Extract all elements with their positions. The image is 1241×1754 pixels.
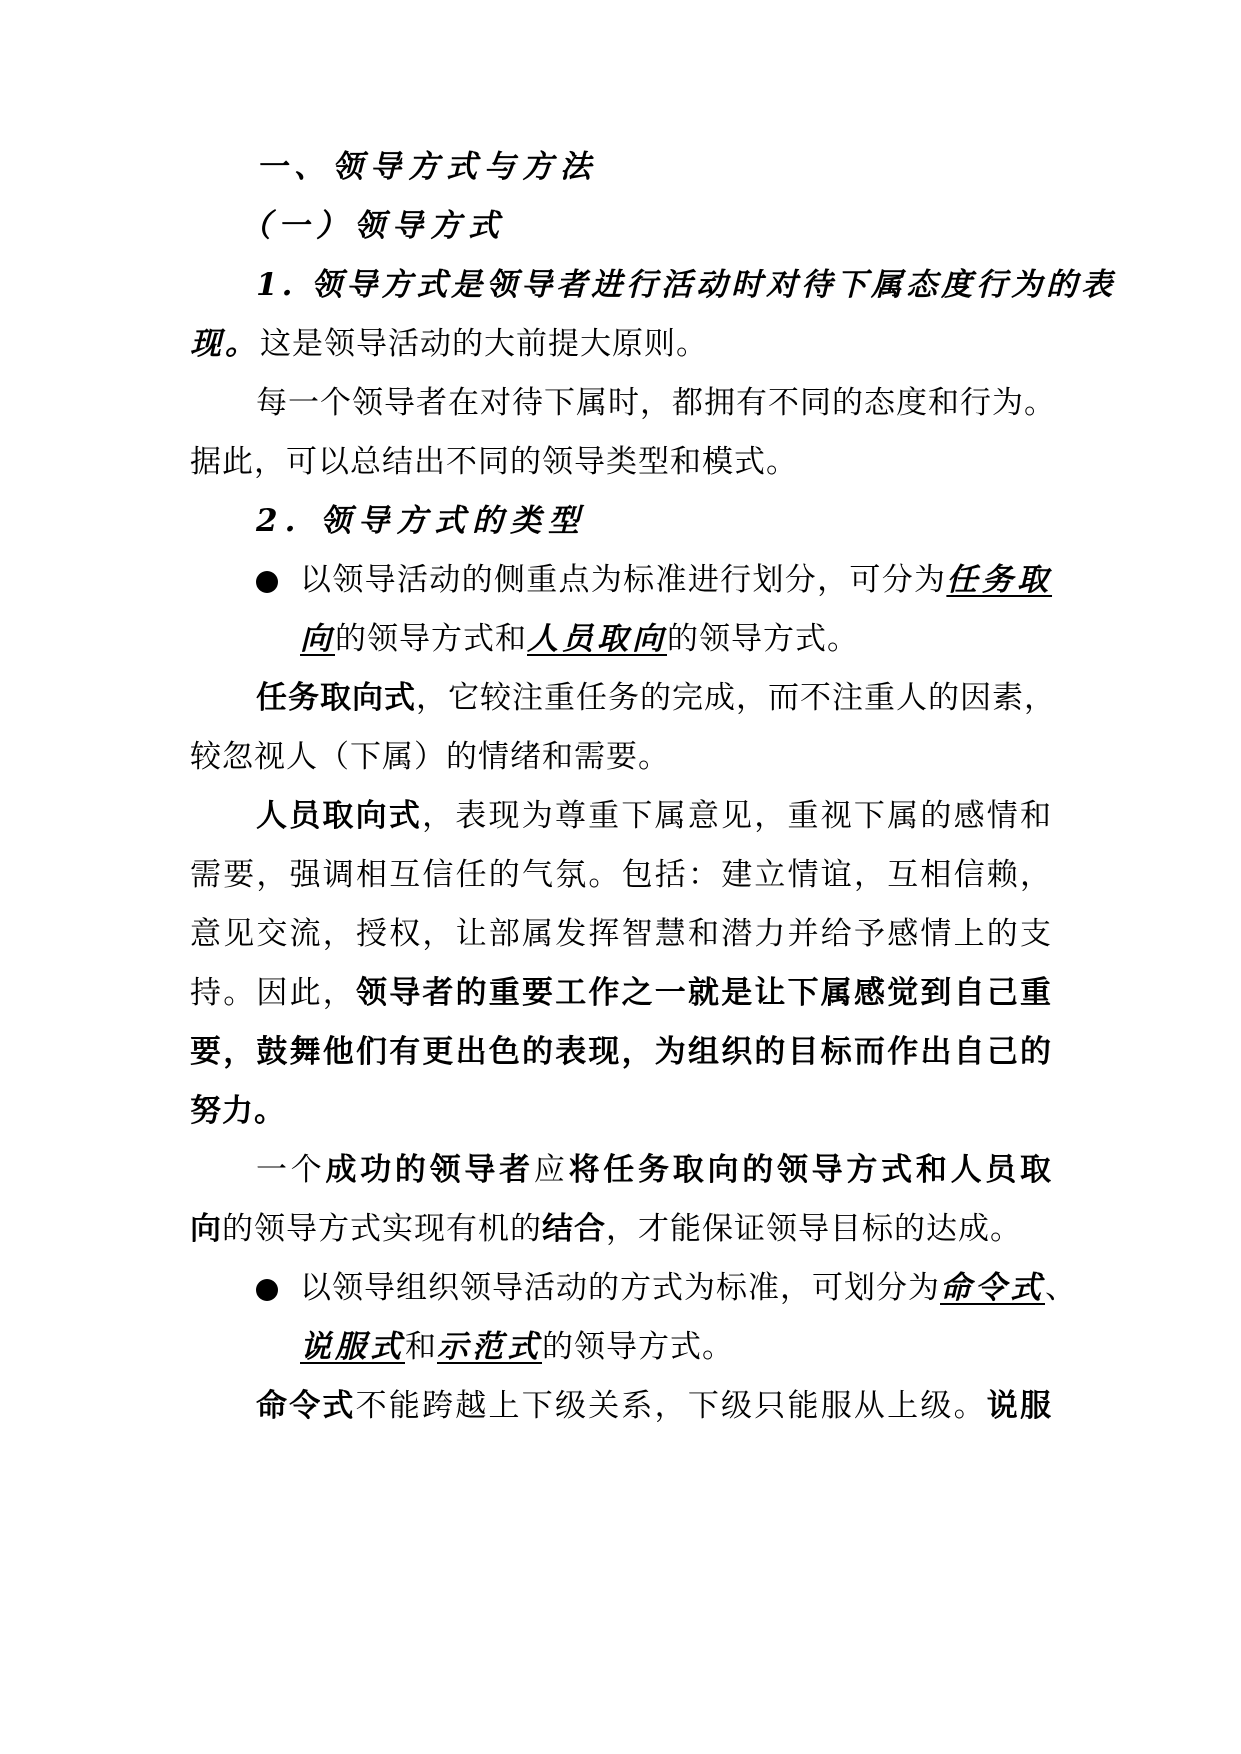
task-term: 任务取向式 bbox=[256, 680, 416, 716]
term-command: 命令式 bbox=[940, 1270, 1045, 1306]
people-term: 人员取向式 bbox=[256, 798, 423, 834]
bullet1-line2 bbox=[300, 619, 1052, 659]
people-para-line1 bbox=[256, 796, 1052, 836]
term-demonstration: 示范式 bbox=[437, 1329, 542, 1365]
bullet2-text: 以领导组织领导活动的方式为标准，可划分为 bbox=[300, 1270, 940, 1306]
people-para-line5: 要，鼓舞他们有更出色的表现，为组织的目标而作出自己的 bbox=[190, 1034, 1052, 1070]
success-term-leader: 成功的领导者 bbox=[325, 1152, 534, 1188]
success-f: 的领导方式实现有机的 bbox=[222, 1211, 542, 1247]
people-para-line3: 意见交流，授权，让部属发挥智慧和潜力并给予感情上的支 bbox=[190, 916, 1052, 952]
success-h: ，才能保证领导目标的达成。 bbox=[606, 1211, 1022, 1247]
people-para-rest: ，表现为尊重下属意见，重视下属的感情和 bbox=[422, 798, 1053, 834]
point1-title-end: 现。 bbox=[190, 326, 260, 362]
people-para-line4-normal: 持。因此， bbox=[190, 975, 356, 1011]
people-para-line2: 需要，强调相互信任的气氛。包括：建立情谊，互相信赖， bbox=[190, 857, 1052, 893]
para1-line1: 每一个领导者在对待下属时，都拥有不同的态度和行为。 bbox=[256, 385, 1056, 421]
term-persuasion: 说服式 bbox=[300, 1329, 405, 1365]
bullet-dot-2 bbox=[256, 1279, 278, 1301]
bullet1-text: 以领导活动的侧重点为标准进行划分，可分为 bbox=[300, 562, 947, 598]
success-para-line2 bbox=[190, 1209, 1052, 1249]
subsection-title: （一）领导方式 bbox=[240, 208, 506, 244]
success-d: 将任务取向的领导方式和人员取 bbox=[568, 1152, 1053, 1188]
success-a: 一个 bbox=[256, 1152, 326, 1188]
bullet2-sep: 、 bbox=[1045, 1270, 1077, 1306]
people-para-line6: 努力。 bbox=[190, 1093, 286, 1129]
success-para-line1 bbox=[256, 1150, 1052, 1190]
success-term-combine: 结合 bbox=[542, 1211, 606, 1247]
term-task-oriented-part2: 向 bbox=[300, 621, 335, 657]
bullet2-and: 和 bbox=[405, 1329, 437, 1365]
bullet1-end: 的领导方式。 bbox=[667, 621, 859, 657]
point1-title-line2 bbox=[190, 324, 1052, 364]
people-para-line4 bbox=[190, 973, 1052, 1013]
task-para-line1 bbox=[256, 678, 1056, 718]
success-e: 向 bbox=[190, 1211, 222, 1247]
point1-title-line1: 1. 领导方式是领导者进行活动时对待下属态度行为的表 bbox=[256, 267, 1117, 303]
success-c: 应 bbox=[533, 1152, 569, 1188]
bullet2-line1 bbox=[300, 1268, 1077, 1308]
task-para-rest: ，它较注重任务的完成，而不注重人的因素， bbox=[416, 680, 1056, 716]
bullet1-line1 bbox=[300, 560, 1052, 600]
term-people-oriented: 人员取向 bbox=[527, 621, 667, 657]
point1-rest: 这是领导活动的大前提大原则。 bbox=[260, 326, 708, 362]
bullet2-end: 的领导方式。 bbox=[542, 1329, 734, 1365]
bullet2-line2 bbox=[300, 1327, 1052, 1367]
task-para-line2: 较忽视人（下属）的情绪和需要。 bbox=[190, 739, 670, 775]
point2-title: 2. 领导方式的类型 bbox=[256, 503, 587, 539]
term-task-oriented-part1: 任务取 bbox=[946, 562, 1053, 598]
people-para-line4-bold: 领导者的重要工作之一就是让下属感觉到自己重 bbox=[356, 975, 1052, 1011]
bullet1-mid: 的领导方式和 bbox=[335, 621, 527, 657]
persuasion-term-start: 说服 bbox=[986, 1388, 1053, 1424]
command-term: 命令式 bbox=[256, 1388, 356, 1424]
para1-line2: 据此，可以总结出不同的领导类型和模式。 bbox=[190, 444, 798, 480]
command-para-line1 bbox=[256, 1386, 1052, 1426]
section-title: 一、领导方式与方法 bbox=[256, 149, 598, 185]
command-para-rest: 不能跨越上下级关系，下级只能服从上级。 bbox=[355, 1388, 987, 1424]
bullet-dot-1 bbox=[256, 571, 278, 593]
